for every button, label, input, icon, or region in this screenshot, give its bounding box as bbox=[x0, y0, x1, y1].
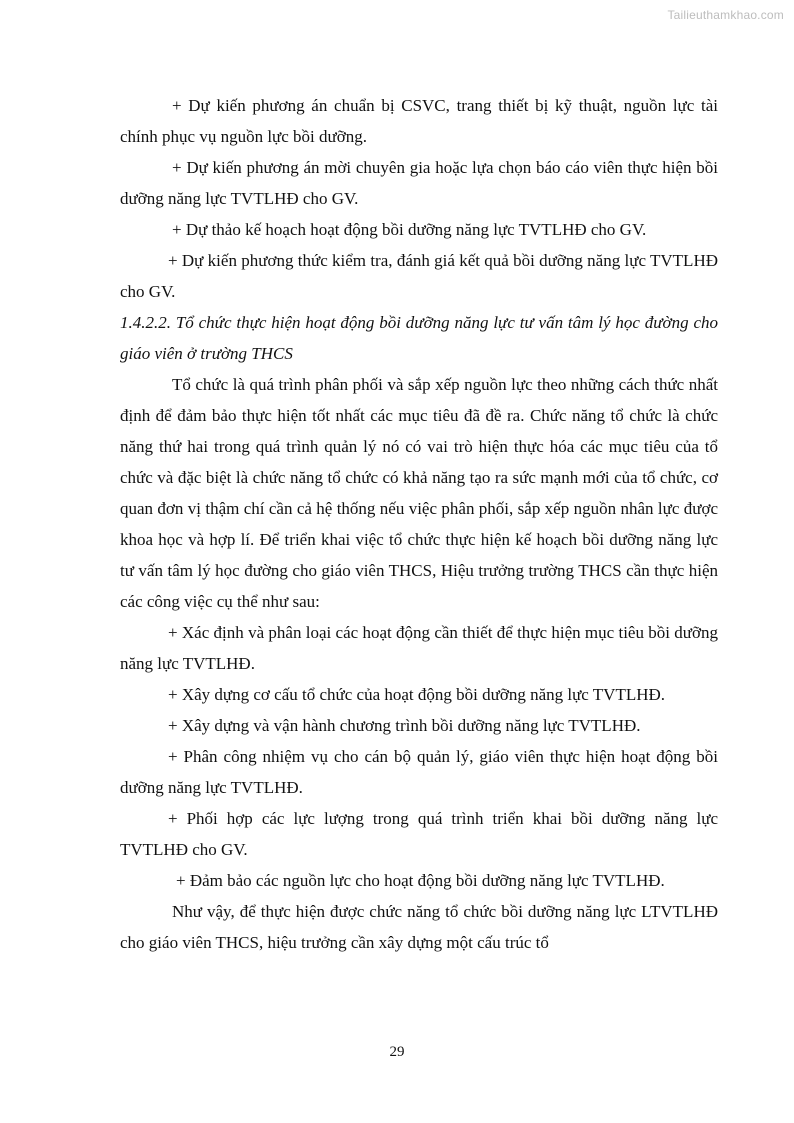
paragraph-co-cau: + Xây dựng cơ cấu tổ chức của hoạt động bồi dưỡng năng lực TVTLHĐ. bbox=[168, 685, 666, 704]
paragraph-chuyen-gia: + Dự kiến phương án mời chuyên gia hoặc lựa chọn báo cáo viên thực hiện bồi dưỡng năng lực TVTLHĐ cho GV. bbox=[120, 158, 718, 208]
document-body bbox=[120, 90, 718, 958]
paragraph-phoi-hop: + Phối hợp các lực lượng trong quá trình triển khai bồi dưỡng năng lực TVTLHĐ cho GV. bbox=[120, 809, 718, 859]
paragraph-phan-cong: + Phân công nhiệm vụ cho cán bộ quản lý, giáo viên thực hiện hoạt động bồi dưỡng năng lực TVTLHĐ. bbox=[120, 747, 718, 797]
paragraph-chuong-trinh: + Xây dựng và vận hành chương trình bồi dưỡng năng lực TVTLHĐ. bbox=[168, 716, 641, 735]
page-number: 29 bbox=[389, 1044, 405, 1060]
paragraph-kiem-tra: + Dự kiến phương thức kiểm tra, đánh giá kết quả bồi dưỡng năng lực TVTLHĐ cho GV. bbox=[120, 251, 718, 301]
paragraph-dam-bao: + Đảm bảo các nguồn lực cho hoạt động bồi dưỡng năng lực TVTLHĐ. bbox=[176, 871, 665, 890]
section-heading: 1.4.2.2. Tổ chức thực hiện hoạt động bồi dưỡng năng lực tư vấn tâm lý học đường cho giáo viên ở trường THCS bbox=[120, 313, 718, 363]
paragraph-xac-dinh: + Xác định và phân loại các hoạt động cần thiết để thực hiện mục tiêu bồi dưỡng năng lực TVTLHĐ. bbox=[120, 623, 718, 673]
paragraph-du-thao: + Dự thảo kế hoạch hoạt động bồi dưỡng năng lực TVTLHĐ cho GV. bbox=[172, 220, 647, 239]
paragraph-to-chuc: Tổ chức là quá trình phân phối và sắp xếp nguồn lực theo những cách thức nhất định để đảm bảo thực hiện tốt nhất các mục tiêu đã đề ra. Chức năng tổ chức là chức năng thứ hai trong quá trình quản lý nó có vai trò hiện thực hóa các mục tiêu của tổ chức và đặc biệt là chức năng tổ chức có khả năng tạo ra sức mạnh mới của tổ chức, cơ quan đơn vị thậm chí cần cả hệ thống nếu việc phân phối, sắp xếp nguồn nhân lực được khoa học và hợp lí. Để triển khai việc tổ chức thực hiện kế hoạch bồi dưỡng năng lực tư vấn tâm lý học đường cho giáo viên THCS, Hiệu trưởng trường THCS cần thực hiện các công việc cụ thể như sau: bbox=[120, 375, 718, 611]
paragraph-csvc: + Dự kiến phương án chuẩn bị CSVC, trang thiết bị kỹ thuật, nguồn lực tài chính phục vụ nguồn lực bồi dưỡng. bbox=[120, 96, 718, 146]
paragraph-nhu-vay: Như vậy, để thực hiện được chức năng tổ chức bồi dưỡng năng lực LTVTLHĐ cho giáo viên THCS, hiệu trưởng cần xây dựng một cấu trúc tổ bbox=[120, 902, 718, 952]
watermark: Tailieuthamkhao.com bbox=[667, 8, 784, 22]
